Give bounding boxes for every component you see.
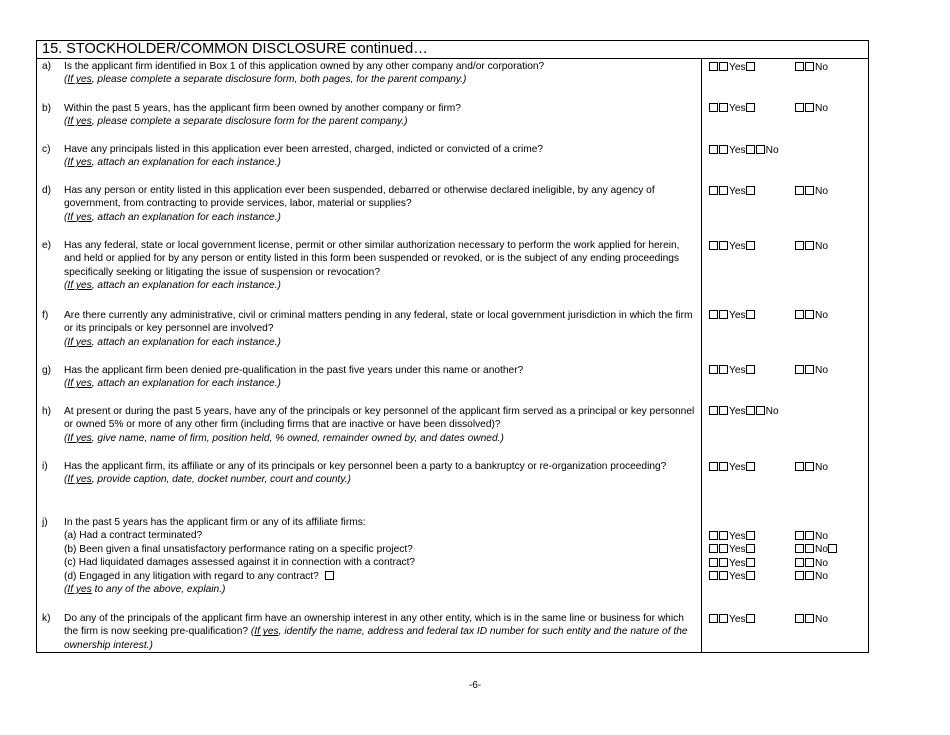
subitem-c: (c) Had liquidated damages assessed against it in connection with a contract? (64, 557, 416, 569)
yes-checkbox-2[interactable] (719, 365, 728, 374)
question-text: Have any principals listed in this application ever been arrested, charged, indicted or convicted of a crime? (64, 144, 544, 155)
yes-checkbox-2[interactable] (719, 406, 728, 415)
question-letter: k) (42, 613, 51, 624)
question-text: Do any of the principals of the applicant firm have an ownership interest in any other entity, which is in the same line or business for which the firm is now seeking pre-qualification? (64, 613, 684, 638)
yes-checkbox[interactable] (709, 103, 718, 112)
yes-checkbox[interactable] (709, 310, 718, 319)
yes-checkbox[interactable] (709, 462, 718, 471)
question-text: Within the past 5 years, has the applicant firm been owned by another company or firm? (64, 103, 461, 114)
question-note: (If yes, provide caption, date, docket number, court and county.) (64, 474, 351, 486)
no-checkbox-2[interactable] (756, 145, 765, 154)
yes-checkbox[interactable] (709, 62, 718, 71)
yes-trailing-box[interactable] (746, 62, 755, 71)
question-note: (If yes, please complete a separate disclosure form for the parent company.) (64, 116, 408, 128)
yes-label: Yes (729, 186, 746, 197)
yes-checkbox-2[interactable] (719, 571, 728, 580)
no-checkbox-2[interactable] (805, 241, 814, 250)
answer-e (709, 240, 869, 253)
no-label: No (815, 186, 829, 197)
yes-checkbox-2[interactable] (719, 241, 728, 250)
yes-label: Yes (729, 365, 746, 376)
answer-h (709, 405, 869, 418)
subitem-b: (b) Been given a final unsatisfactory performance rating on a specific project? (64, 543, 413, 555)
no-label: No (815, 531, 829, 542)
question-text: In the past 5 years has the applicant firm or any of its affiliate firms: (64, 517, 366, 528)
question-letter: b) (42, 103, 52, 114)
no-checkbox[interactable] (795, 62, 804, 71)
question-letter: i) (42, 461, 48, 472)
question-letter: e) (42, 240, 52, 251)
question-letter: a) (42, 61, 52, 72)
no-checkbox[interactable] (795, 531, 804, 540)
no-label: No (815, 571, 829, 583)
no-checkbox[interactable] (795, 310, 804, 319)
no-checkbox[interactable] (795, 614, 804, 623)
question-text: Is the applicant firm identified in Box 1 of this application owned by any other company and/or corporation? (64, 61, 545, 72)
no-checkbox-2[interactable] (805, 544, 814, 553)
answer-j-a (709, 530, 869, 543)
no-checkbox-2[interactable] (756, 406, 765, 415)
yes-checkbox[interactable] (709, 614, 718, 623)
yes-trailing-box[interactable] (746, 571, 755, 580)
no-label: No (765, 406, 779, 417)
yes-checkbox[interactable] (709, 145, 718, 154)
yes-label: Yes (729, 145, 746, 156)
answer-f (709, 309, 869, 322)
yes-label: Yes (729, 571, 746, 583)
yes-checkbox[interactable] (709, 241, 718, 250)
question-note: (If yes, attach an explanation for each instance.) (64, 280, 281, 292)
answer-j-d (709, 570, 869, 583)
answer-b (709, 102, 869, 115)
yes-trailing-box[interactable] (746, 186, 755, 195)
answer-c (709, 144, 869, 157)
no-label: No (815, 241, 829, 252)
no-checkbox[interactable] (795, 558, 804, 567)
yes-trailing-box[interactable] (746, 241, 755, 250)
yes-label: Yes (729, 531, 746, 542)
yes-checkbox-2[interactable] (719, 62, 728, 71)
no-checkbox-2[interactable] (805, 62, 814, 71)
question-letter: c) (42, 144, 51, 155)
yes-checkbox-2[interactable] (719, 462, 728, 471)
no-label: No (815, 365, 829, 376)
no-checkbox[interactable] (795, 544, 804, 553)
question-text: Has any federal, state or local government license, permit or other similar authorization necessary to perform the work applied for herein, and held or applied for by any person or entity listed in this form been suspended or revoked, or is the subject of any ending proceedings specifically seeking or litigating the issue of suspension or revocation? (64, 240, 680, 278)
yes-label: Yes (729, 544, 746, 556)
answer-k (709, 613, 869, 626)
yes-label: Yes (729, 310, 746, 321)
question-note: (If yes, attach an explanation for each instance.) (64, 378, 281, 390)
answer-a (709, 61, 869, 74)
no-checkbox[interactable] (795, 571, 804, 580)
question-note: (If yes, give name, name of firm, position held, % owned, remainder owned by, and dates owned.) (64, 432, 504, 444)
no-checkbox-2[interactable] (805, 186, 814, 195)
no-label: No (815, 557, 829, 569)
no-trailing-box[interactable] (828, 544, 837, 553)
subitem-d-checkbox[interactable] (325, 571, 334, 580)
yes-checkbox[interactable] (709, 365, 718, 374)
question-note: (If yes, identify the name, address and federal tax ID number for such entity and the nature of the ownership interest.) (64, 626, 688, 651)
yes-label: Yes (729, 241, 746, 252)
yes-checkbox[interactable] (709, 406, 718, 415)
question-letter: f) (42, 310, 49, 321)
question-letter: g) (42, 365, 52, 376)
question-letter: h) (42, 406, 52, 417)
question-text: Has any person or entity listed in this application ever been suspended, debarred or otherwise declared ineligible, by any agency of government, from contracting to provide services, labor, material or supplies? (64, 185, 655, 210)
question-note: (If yes, please complete a separate disclosure form, both pages, for the parent company.) (64, 74, 467, 86)
no-checkbox-2[interactable] (805, 571, 814, 580)
question-text: Has the applicant firm been denied pre-qualification in the past five years under this name or another? (64, 365, 524, 376)
question-note: (If yes to any of the above, explain.) (64, 584, 226, 596)
no-checkbox[interactable] (746, 145, 755, 154)
no-checkbox[interactable] (795, 186, 804, 195)
yes-checkbox[interactable] (709, 571, 718, 580)
answer-j-c (709, 557, 869, 570)
no-checkbox-2[interactable] (805, 365, 814, 374)
yes-checkbox-2[interactable] (719, 145, 728, 154)
yes-trailing-box[interactable] (746, 310, 755, 319)
no-label: No (815, 462, 829, 473)
no-checkbox[interactable] (795, 462, 804, 471)
yes-trailing-box[interactable] (746, 614, 755, 623)
question-note: (If yes, attach an explanation for each instance.) (64, 211, 281, 223)
no-checkbox[interactable] (795, 241, 804, 250)
yes-label: Yes (729, 557, 746, 569)
question-text: Has the applicant firm, its affiliate or any of its principals or key personnel been a party to a bankruptcy or re-organization proceeding? (64, 461, 667, 472)
yes-checkbox[interactable] (709, 531, 718, 540)
yes-checkbox-2[interactable] (719, 310, 728, 319)
no-checkbox-2[interactable] (805, 310, 814, 319)
subitem-a: (a) Had a contract terminated? (64, 530, 203, 542)
answer-i (709, 461, 869, 474)
no-checkbox-2[interactable] (805, 531, 814, 540)
yes-trailing-box[interactable] (746, 462, 755, 471)
yes-trailing-box[interactable] (746, 365, 755, 374)
yes-label: Yes (729, 62, 746, 73)
question-letter: d) (42, 185, 52, 196)
column-divider (701, 59, 702, 653)
yes-trailing-box[interactable] (746, 558, 755, 567)
no-label: No (815, 62, 829, 73)
yes-checkbox-2[interactable] (719, 186, 728, 195)
answer-j-b (709, 543, 869, 556)
yes-checkbox[interactable] (709, 544, 718, 553)
yes-trailing-box[interactable] (746, 103, 755, 112)
no-label: No (815, 310, 829, 321)
yes-checkbox-2[interactable] (719, 614, 728, 623)
no-checkbox-2[interactable] (805, 103, 814, 112)
answer-j (709, 530, 869, 584)
yes-label: Yes (729, 614, 746, 625)
yes-checkbox[interactable] (709, 558, 718, 567)
yes-label: Yes (729, 406, 746, 417)
yes-trailing-box[interactable] (746, 531, 755, 540)
section-header: 15. STOCKHOLDER/COMMON DISCLOSURE continued… (37, 41, 868, 59)
question-letter: j) (42, 517, 48, 528)
no-label: No (765, 145, 779, 156)
no-checkbox-2[interactable] (805, 558, 814, 567)
no-label: No (815, 103, 829, 114)
answer-g (709, 364, 869, 377)
question-note: (If yes, attach an explanation for each instance.) (64, 336, 281, 348)
no-label: No (815, 544, 829, 556)
no-checkbox[interactable] (795, 365, 804, 374)
answer-d (709, 185, 869, 198)
no-checkbox-2[interactable] (805, 462, 814, 471)
no-checkbox[interactable] (746, 406, 755, 415)
yes-checkbox-2[interactable] (719, 558, 728, 567)
yes-trailing-box[interactable] (746, 544, 755, 553)
question-note: (If yes, attach an explanation for each instance.) (64, 157, 281, 169)
yes-checkbox[interactable] (709, 186, 718, 195)
no-label: No (815, 614, 829, 625)
page-number: -6- (468, 680, 482, 691)
question-text: Are there currently any administrative, civil or criminal matters pending in any federal, state or local government jurisdiction in which the firm or its principals or key personnel are involved? (64, 310, 693, 335)
subitem-d: (d) Engaged in any litigation with regard to any contract? (64, 570, 319, 582)
yes-label: Yes (729, 462, 746, 473)
question-text: At present or during the past 5 years, have any of the principals or key personnel of the applicant firm served as a principal or key personnel or owned 5% or more of any other firm (including firms that are inactive or have been dissolved)? (64, 406, 695, 431)
yes-checkbox-2[interactable] (719, 103, 728, 112)
no-checkbox[interactable] (795, 103, 804, 112)
yes-checkbox-2[interactable] (719, 531, 728, 540)
disclosure-form (36, 40, 869, 653)
yes-label: Yes (729, 103, 746, 114)
no-checkbox-2[interactable] (805, 614, 814, 623)
yes-checkbox-2[interactable] (719, 544, 728, 553)
